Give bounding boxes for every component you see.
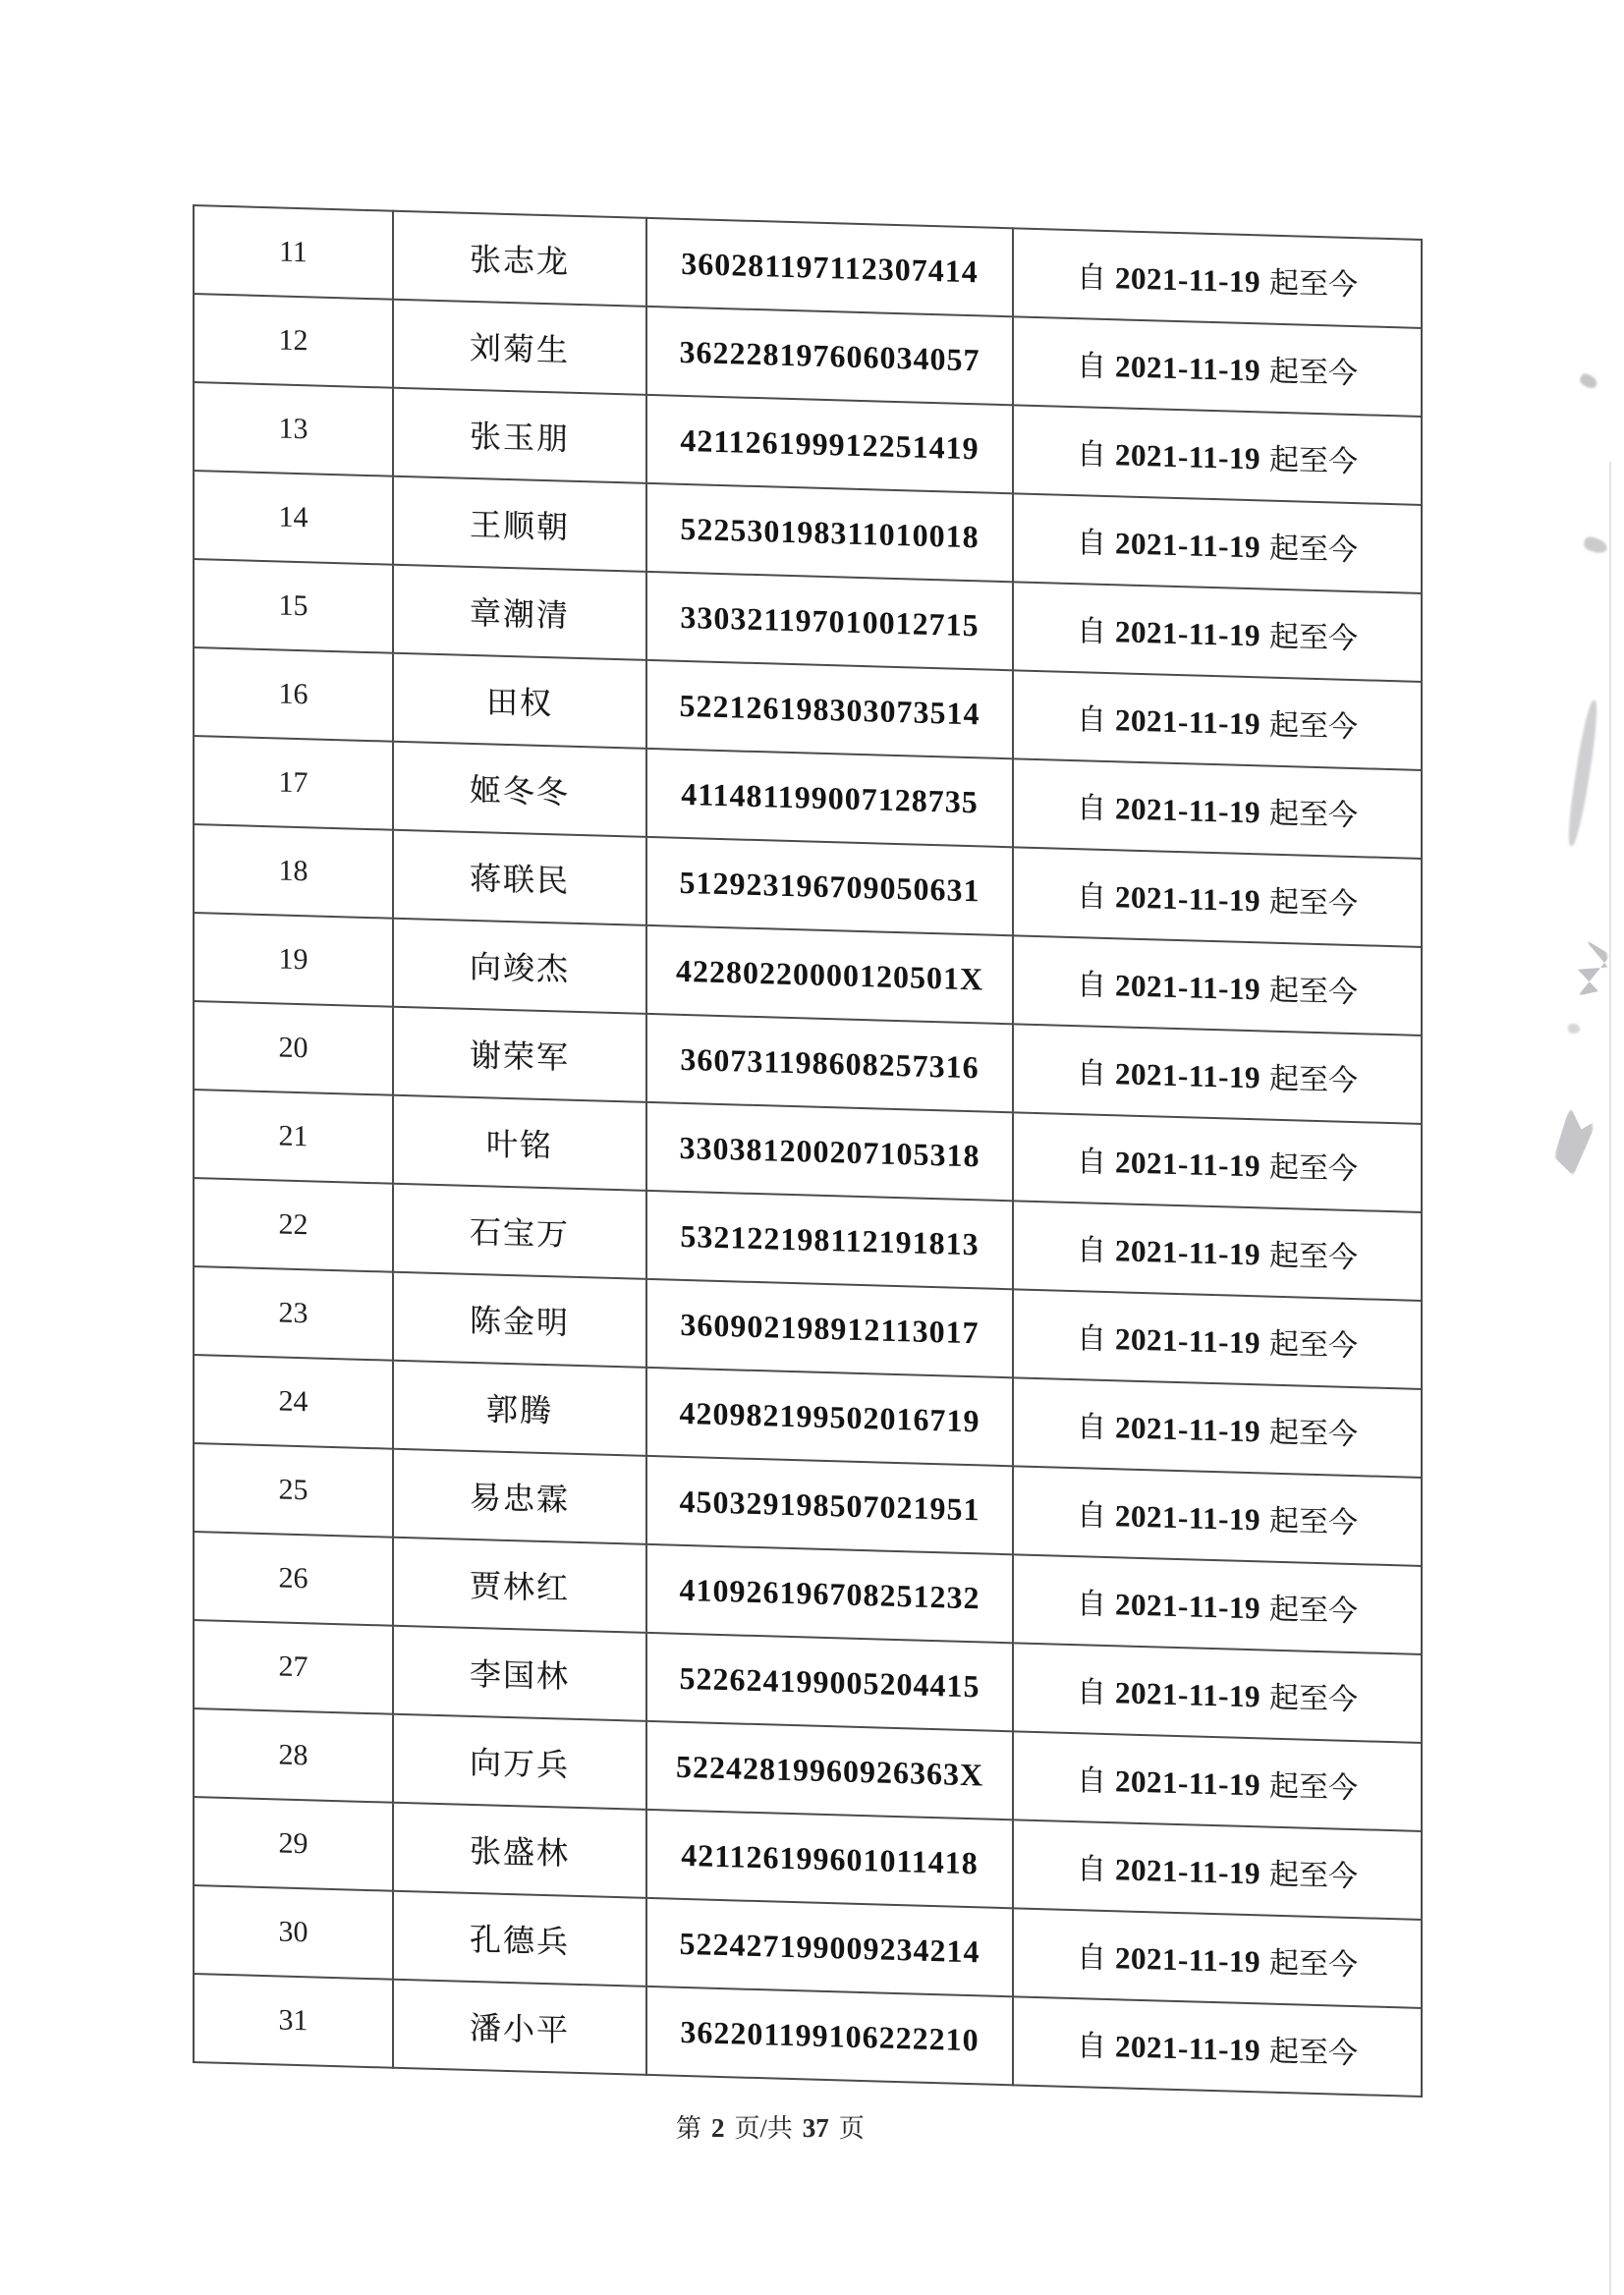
scan-smudge bbox=[1564, 700, 1600, 847]
period-suffix: 起至今 bbox=[1268, 620, 1358, 656]
period-suffix: 起至今 bbox=[1268, 355, 1358, 391]
period-suffix: 起至今 bbox=[1268, 1769, 1358, 1806]
name-cell: 向万兵 bbox=[393, 1714, 646, 1810]
row-number-cell: 22 bbox=[194, 1178, 393, 1272]
id-number-cell: 360902198912113017 bbox=[646, 1279, 1013, 1377]
period-prefix: 自 bbox=[1077, 703, 1107, 737]
footer-prefix: 第 bbox=[676, 2114, 702, 2143]
id-number-cell: 411481199007128735 bbox=[646, 749, 1013, 847]
period-date: 2021-11-19 bbox=[1115, 1587, 1260, 1626]
period-suffix: 起至今 bbox=[1268, 885, 1358, 922]
period-prefix: 自 bbox=[1077, 792, 1107, 825]
period-cell bbox=[1013, 1554, 1422, 1654]
row-number-cell: 16 bbox=[194, 647, 393, 742]
period-suffix: 起至今 bbox=[1268, 1593, 1358, 1629]
row-number-cell: 13 bbox=[194, 382, 393, 476]
name-cell: 张玉朋 bbox=[393, 388, 646, 483]
period-date: 2021-11-19 bbox=[1115, 1763, 1260, 1803]
period-date: 2021-11-19 bbox=[1115, 1940, 1260, 1980]
name-cell: 石宝万 bbox=[393, 1184, 646, 1279]
name-cell: 王顺朝 bbox=[393, 476, 646, 572]
row-number-cell: 23 bbox=[194, 1266, 393, 1361]
period-cell bbox=[1013, 1466, 1422, 1566]
id-number-cell: 450329198507021951 bbox=[646, 1456, 1013, 1554]
id-number-cell: 522427199009234214 bbox=[646, 1898, 1013, 1996]
scan-smudge bbox=[1550, 1105, 1598, 1178]
footer-total-pages: 37 bbox=[802, 2113, 829, 2143]
name-cell: 孔德兵 bbox=[393, 1891, 646, 1987]
row-number-cell: 11 bbox=[194, 205, 393, 300]
period-prefix: 自 bbox=[1077, 527, 1107, 560]
period-date: 2021-11-19 bbox=[1115, 1233, 1260, 1272]
name-cell: 姬冬冬 bbox=[393, 742, 646, 837]
page-footer bbox=[676, 2108, 865, 2145]
period-cell bbox=[1013, 1289, 1422, 1389]
period-cell bbox=[1013, 1819, 1422, 1920]
name-cell: 李国林 bbox=[393, 1626, 646, 1721]
row-number-cell: 14 bbox=[194, 471, 393, 565]
period-suffix: 起至今 bbox=[1268, 1858, 1358, 1894]
period-cell bbox=[1013, 847, 1422, 947]
footer-page-number: 2 bbox=[711, 2113, 725, 2143]
name-cell: 向竣杰 bbox=[393, 919, 646, 1014]
period-date: 2021-11-19 bbox=[1115, 1321, 1260, 1361]
name-cell: 贾林红 bbox=[393, 1538, 646, 1633]
period-prefix: 自 bbox=[1077, 1322, 1107, 1356]
period-suffix: 起至今 bbox=[1268, 974, 1358, 1010]
table-wrapper bbox=[193, 204, 1423, 2098]
id-number-cell: 410926196708251232 bbox=[646, 1544, 1013, 1643]
period-cell bbox=[1013, 1201, 1422, 1301]
period-cell bbox=[1013, 935, 1422, 1036]
scan-edge-line bbox=[1609, 462, 1611, 2295]
scan-smudge bbox=[1568, 1024, 1580, 1034]
period-suffix: 起至今 bbox=[1268, 1416, 1358, 1452]
period-cell bbox=[1013, 1908, 1422, 2008]
period-prefix: 自 bbox=[1077, 1234, 1107, 1267]
name-cell: 田权 bbox=[393, 653, 646, 749]
row-number-cell: 29 bbox=[194, 1797, 393, 1891]
period-suffix: 起至今 bbox=[1268, 708, 1358, 745]
period-prefix: 自 bbox=[1077, 350, 1107, 383]
footer-suffix: 页 bbox=[838, 2114, 865, 2143]
period-prefix: 自 bbox=[1077, 1499, 1107, 1533]
period-date: 2021-11-19 bbox=[1115, 791, 1260, 830]
row-number-cell: 26 bbox=[194, 1532, 393, 1626]
period-prefix: 自 bbox=[1077, 615, 1107, 648]
name-cell: 张志龙 bbox=[393, 211, 646, 307]
period-cell bbox=[1013, 228, 1422, 328]
period-date: 2021-11-19 bbox=[1115, 968, 1260, 1007]
row-number-cell: 30 bbox=[194, 1885, 393, 1980]
period-cell bbox=[1013, 1731, 1422, 1831]
row-number-cell: 31 bbox=[194, 1974, 393, 2068]
period-date: 2021-11-19 bbox=[1115, 1498, 1260, 1538]
id-number-cell: 360281197112307414 bbox=[646, 218, 1013, 316]
period-suffix: 起至今 bbox=[1268, 1681, 1358, 1717]
id-number-cell: 330321197010012715 bbox=[646, 572, 1013, 670]
row-number-cell: 24 bbox=[194, 1355, 393, 1449]
period-cell bbox=[1013, 1024, 1422, 1124]
id-number-cell: 522624199005204415 bbox=[646, 1633, 1013, 1731]
name-cell: 蒋联民 bbox=[393, 830, 646, 925]
period-cell bbox=[1013, 758, 1422, 859]
row-number-cell: 19 bbox=[194, 913, 393, 1007]
id-number-cell: 52242819960926363X bbox=[646, 1721, 1013, 1819]
name-cell: 郭腾 bbox=[393, 1361, 646, 1456]
period-suffix: 起至今 bbox=[1268, 1504, 1358, 1540]
period-cell bbox=[1013, 670, 1422, 770]
period-prefix: 自 bbox=[1077, 1853, 1107, 1886]
period-date: 2021-11-19 bbox=[1115, 349, 1260, 388]
name-cell: 张盛林 bbox=[393, 1803, 646, 1898]
period-date: 2021-11-19 bbox=[1115, 2029, 1260, 2068]
footer-infix: 页/共 bbox=[734, 2114, 793, 2143]
id-number-cell: 522530198311010018 bbox=[646, 483, 1013, 582]
period-date: 2021-11-19 bbox=[1115, 1852, 1260, 1891]
period-prefix: 自 bbox=[1077, 1764, 1107, 1798]
period-suffix: 起至今 bbox=[1268, 1327, 1358, 1364]
period-date: 2021-11-19 bbox=[1115, 702, 1260, 742]
period-date: 2021-11-19 bbox=[1115, 879, 1260, 919]
row-number-cell: 20 bbox=[194, 1001, 393, 1095]
row-number-cell: 21 bbox=[194, 1090, 393, 1184]
period-prefix: 自 bbox=[1077, 1146, 1107, 1179]
personnel-roster-table bbox=[193, 204, 1423, 2098]
period-cell bbox=[1013, 405, 1422, 505]
period-suffix: 起至今 bbox=[1268, 532, 1358, 568]
period-prefix: 自 bbox=[1077, 1941, 1107, 1975]
name-cell: 易忠霖 bbox=[393, 1449, 646, 1544]
period-suffix: 起至今 bbox=[1268, 443, 1358, 479]
period-prefix: 自 bbox=[1077, 1588, 1107, 1621]
period-suffix: 起至今 bbox=[1268, 797, 1358, 833]
name-cell: 叶铭 bbox=[393, 1095, 646, 1191]
period-suffix: 起至今 bbox=[1268, 1062, 1358, 1098]
period-suffix: 起至今 bbox=[1268, 1946, 1358, 1983]
period-prefix: 自 bbox=[1077, 1411, 1107, 1444]
period-cell bbox=[1013, 1643, 1422, 1743]
period-prefix: 自 bbox=[1077, 1676, 1107, 1709]
id-number-cell: 362228197606034057 bbox=[646, 307, 1013, 405]
period-prefix: 自 bbox=[1077, 1057, 1107, 1091]
scan-smudge bbox=[1578, 371, 1599, 390]
period-prefix: 自 bbox=[1077, 438, 1107, 472]
row-number-cell: 12 bbox=[194, 294, 393, 388]
period-suffix: 起至今 bbox=[1268, 266, 1358, 303]
id-number-cell: 421126199601011418 bbox=[646, 1810, 1013, 1908]
row-number-cell: 27 bbox=[194, 1620, 393, 1714]
period-suffix: 起至今 bbox=[1268, 1239, 1358, 1275]
name-cell: 谢荣军 bbox=[393, 1007, 646, 1102]
period-date: 2021-11-19 bbox=[1115, 437, 1260, 476]
id-number-cell: 421126199912251419 bbox=[646, 395, 1013, 493]
id-number-cell: 360731198608257316 bbox=[646, 1014, 1013, 1112]
name-cell: 章潮清 bbox=[393, 565, 646, 660]
scan-smudge bbox=[1582, 535, 1608, 556]
period-prefix: 自 bbox=[1077, 880, 1107, 914]
id-number-cell: 330381200207105318 bbox=[646, 1102, 1013, 1201]
row-number-cell: 25 bbox=[194, 1443, 393, 1538]
name-cell: 刘菊生 bbox=[393, 300, 646, 395]
id-number-cell: 532122198112191813 bbox=[646, 1191, 1013, 1289]
period-cell bbox=[1013, 316, 1422, 417]
id-number-cell: 42280220000120501X bbox=[646, 925, 1013, 1024]
period-cell bbox=[1013, 582, 1422, 682]
name-cell: 陈金明 bbox=[393, 1272, 646, 1368]
period-date: 2021-11-19 bbox=[1115, 1056, 1260, 1095]
period-cell bbox=[1013, 1377, 1422, 1478]
period-prefix: 自 bbox=[1077, 969, 1107, 1002]
id-number-cell: 420982199502016719 bbox=[646, 1368, 1013, 1466]
row-number-cell: 17 bbox=[194, 736, 393, 830]
period-date: 2021-11-19 bbox=[1115, 1410, 1260, 1449]
id-number-cell: 522126198303073514 bbox=[646, 660, 1013, 758]
period-date: 2021-11-19 bbox=[1115, 614, 1260, 653]
row-number-cell: 18 bbox=[194, 824, 393, 919]
period-date: 2021-11-19 bbox=[1115, 1675, 1260, 1714]
period-suffix: 起至今 bbox=[1268, 2035, 1358, 2071]
id-number-cell: 512923196709050631 bbox=[646, 837, 1013, 935]
period-prefix: 自 bbox=[1077, 261, 1107, 295]
period-date: 2021-11-19 bbox=[1115, 1145, 1260, 1184]
row-number-cell: 28 bbox=[194, 1708, 393, 1803]
period-date: 2021-11-19 bbox=[1115, 260, 1260, 300]
scan-smudge bbox=[1572, 939, 1612, 1001]
row-number-cell: 15 bbox=[194, 559, 393, 653]
period-date: 2021-11-19 bbox=[1115, 526, 1260, 565]
name-cell: 潘小平 bbox=[393, 1980, 646, 2075]
period-prefix: 自 bbox=[1077, 2030, 1107, 2063]
period-cell bbox=[1013, 1996, 1422, 2097]
period-cell bbox=[1013, 493, 1422, 593]
period-cell bbox=[1013, 1112, 1422, 1212]
period-suffix: 起至今 bbox=[1268, 1150, 1358, 1187]
id-number-cell: 362201199106222210 bbox=[646, 1987, 1013, 2085]
